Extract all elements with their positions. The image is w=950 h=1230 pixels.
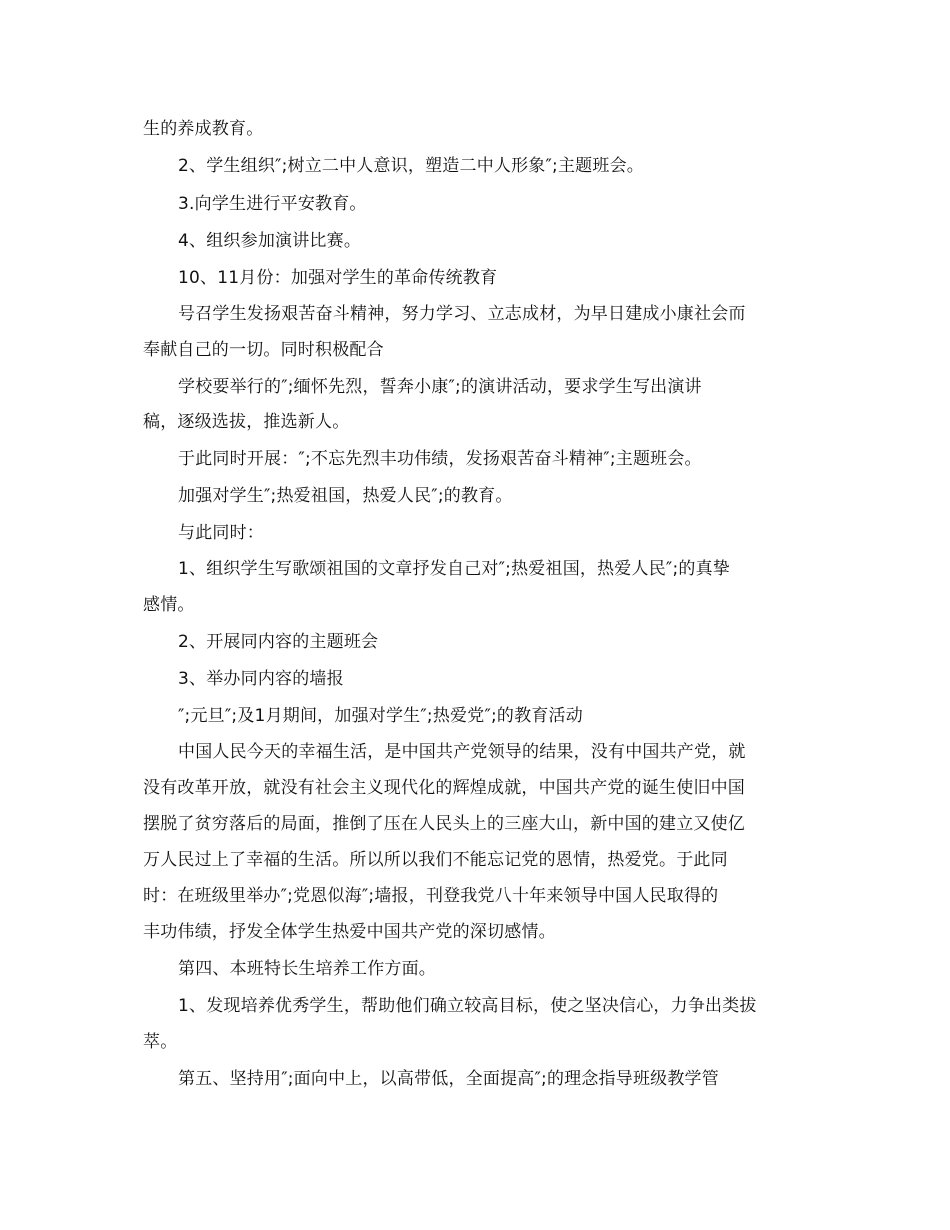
paragraph-line: 丰功伟绩，抒发全体学生热爱中国共产党的深切感情。 xyxy=(143,922,556,942)
paragraph-line: 号召学生发扬艰苦奋斗精神，努力学习、立志成材，为早日建成小康社会而 xyxy=(178,304,746,324)
section-heading: 第五、坚持用″;面向中上，以高带低，全面提高″;的理念指导班级教学管 xyxy=(178,1069,719,1089)
paragraph-line: 于此同时开展：″;不忘先烈丰功伟绩，发扬艰苦奋斗精神″;主题班会。 xyxy=(178,449,702,469)
paragraph-line: 学校要举行的″;缅怀先烈，誓奔小康″;的演讲活动，要求学生写出演讲 xyxy=(178,377,702,397)
paragraph-line: 1、发现培养优秀学生，帮助他们确立较高目标，使之坚决信心，力争出类拔 xyxy=(178,996,757,1016)
section-heading: 第四、本班特长生培养工作方面。 xyxy=(178,959,436,979)
paragraph-line: 与此同时： xyxy=(178,523,264,543)
paragraph-line: 没有改革开放，就没有社会主义现代化的辉煌成就，中国共产党的诞生使旧中国 xyxy=(143,778,745,798)
paragraph-line: 萃。 xyxy=(143,1032,178,1052)
paragraph-line: 摆脱了贫穷落后的局面，推倒了压在人民头上的三座大山，新中国的建立又使亿 xyxy=(143,814,745,834)
paragraph-line: 万人民过上了幸福的生活。所以所以我们不能忘记党的恩情，热爱党。于此同 xyxy=(143,850,728,870)
section-heading: ″;元旦″;及1月期间，加强对学生″;热爱党″;的教育活动 xyxy=(178,706,583,726)
paragraph-line: 1、组织学生写歌颂祖国的文章抒发自己对″;热爱祖国，热爱人民″;的真挚 xyxy=(178,559,730,579)
paragraph-line: 奉献自己的一切。同时积极配合 xyxy=(143,340,384,360)
paragraph-line: 中国人民今天的幸福生活，是中国共产党领导的结果，没有中国共产党，就 xyxy=(178,742,746,762)
paragraph-line: 3.向学生进行平安教育。 xyxy=(178,194,367,214)
section-heading: 10、11月份：加强对学生的革命传统教育 xyxy=(178,268,498,288)
paragraph-line: 2、开展同内容的主题班会 xyxy=(178,632,379,652)
paragraph-line: 稿，逐级选拔，推选新人。 xyxy=(143,412,350,432)
paragraph-line: 时：在班级里举办″;党恩似海″;墙报，刊登我党八十年来领导中国人民取得的 xyxy=(143,886,719,906)
paragraph-line: 感情。 xyxy=(143,595,195,615)
paragraph-line: 加强对学生″;热爱祖国，热爱人民″;的教育。 xyxy=(178,486,513,506)
paragraph-line: 生的养成教育。 xyxy=(143,119,264,139)
paragraph-line: 4、组织参加演讲比赛。 xyxy=(178,231,362,251)
paragraph-line: 3、举办同内容的墙报 xyxy=(178,669,344,689)
paragraph-line: 2、学生组织″;树立二中人意识，塑造二中人形象″;主题班会。 xyxy=(178,156,644,176)
